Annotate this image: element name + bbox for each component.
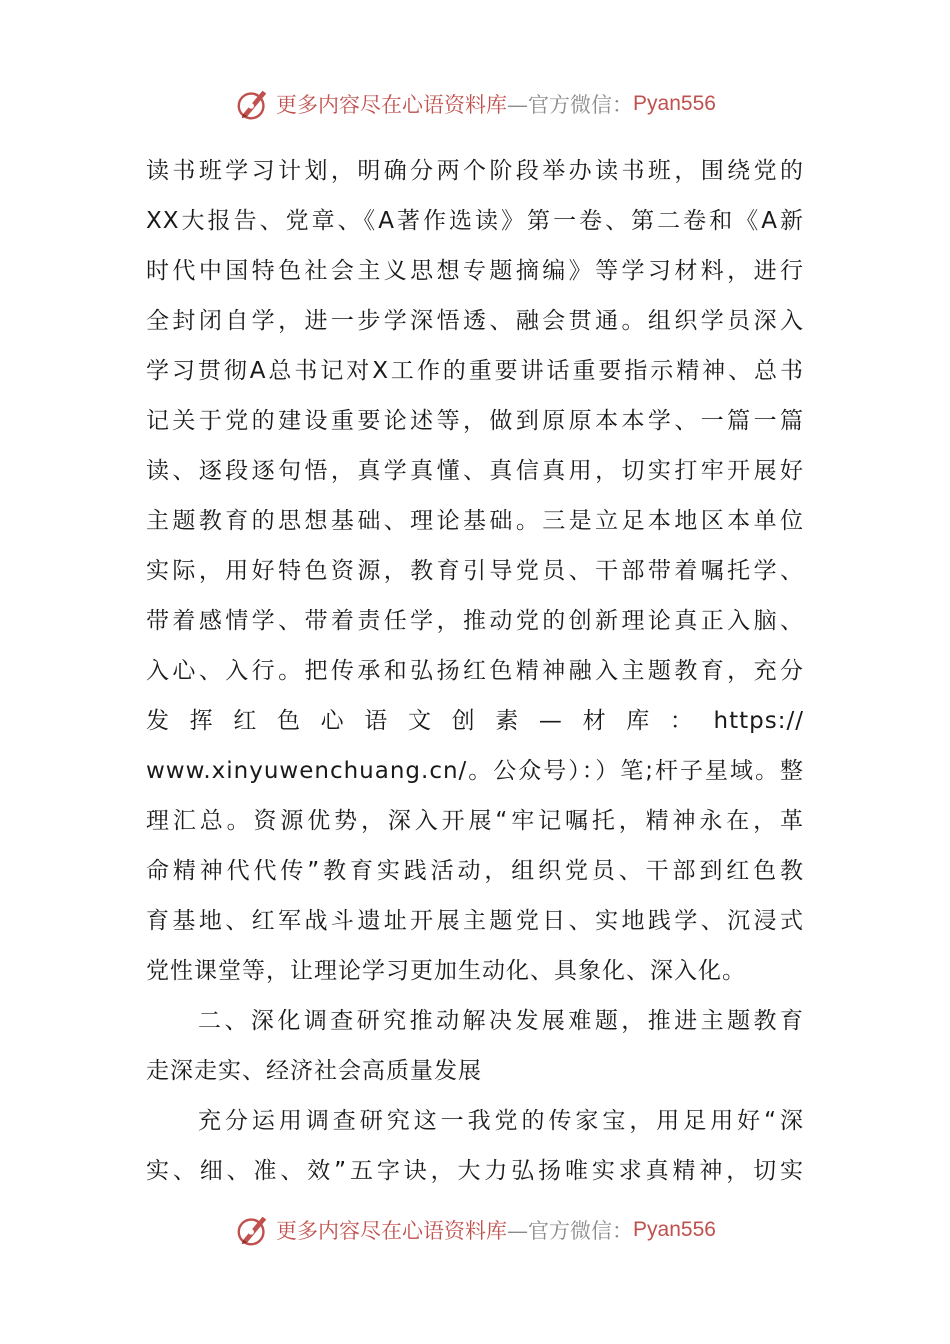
body-line: 学习贯彻A总书记对X工作的重要讲话重要指示精神、总书 bbox=[146, 358, 804, 384]
header-banner bbox=[0, 84, 950, 124]
body-line: 带着感情学、带着责任学，推动党的创新理论真正入脑、 bbox=[146, 608, 804, 634]
body-line: 入心、入行。把传承和弘扬红色精神融入主题教育，充分 bbox=[146, 658, 804, 684]
body-line: 育基地、红军战斗遗址开展主题党日、实地践学、沉浸式 bbox=[146, 908, 804, 934]
body-line: www.xinyuwenchuang.cn/。公众号）：）笔;杆子星域。整 bbox=[146, 758, 804, 784]
body-line: 主题教育的思想基础、理论基础。三是立足本地区本单位 bbox=[146, 508, 804, 534]
header-dash-text: —官方微信： bbox=[507, 93, 634, 117]
header-wechat-id: Pyan556 bbox=[633, 92, 716, 115]
footer-dash-text: —官方微信： bbox=[507, 1219, 634, 1243]
footer-banner bbox=[0, 1210, 950, 1250]
body-line: 实、细、准、效”五字诀，大力弘扬唯实求真精神，切实 bbox=[146, 1158, 804, 1184]
body-line: XX大报告、党章、《A著作选读》第一卷、第二卷和《A新 bbox=[146, 208, 804, 234]
body-line: 理汇总。资源优势，深入开展“牢记嘱托，精神永在，革 bbox=[146, 808, 804, 834]
body-line: 记关于党的建设重要论述等，做到原原本本学、一篇一篇 bbox=[146, 408, 804, 434]
body-line: 时代中国特色社会主义思想专题摘编》等学习材料，进行 bbox=[146, 258, 804, 284]
body-line: 读书班学习计划，明确分两个阶段举办读书班，围绕党的 bbox=[146, 158, 804, 184]
footer-wechat-id: Pyan556 bbox=[633, 1218, 716, 1241]
body-line: 命精神代代传”教育实践活动，组织党员、干部到红色教 bbox=[146, 858, 804, 884]
footer-site-text: 更多内容尽在心语资料库 bbox=[276, 1219, 508, 1243]
body-line: 全封闭自学，进一步学深悟透、融会贯通。组织学员深入 bbox=[146, 308, 804, 334]
header-site-text: 更多内容尽在心语资料库 bbox=[276, 93, 508, 117]
pen-logo-icon bbox=[234, 1211, 272, 1249]
document-body bbox=[146, 146, 804, 1196]
body-line: 充分运用调查研究这一我党的传家宝，用足用好“深 bbox=[198, 1108, 804, 1134]
body-line: 发挥红色心语文创素—材库：https:// bbox=[146, 708, 804, 734]
pen-logo-icon bbox=[234, 85, 272, 123]
body-line: 实际，用好特色资源，教育引导党员、干部带着嘱托学、 bbox=[146, 558, 804, 584]
body-line: 读、逐段逐句悟，真学真懂、真信真用，切实打牢开展好 bbox=[146, 458, 804, 484]
section-heading-line: 走深走实、经济社会高质量发展 bbox=[146, 1058, 482, 1084]
section-heading-line: 二、深化调查研究推动解决发展难题，推进主题教育 bbox=[198, 1008, 804, 1034]
body-line: 党性课堂等，让理论学习更加生动化、具象化、深入化。 bbox=[146, 958, 746, 984]
